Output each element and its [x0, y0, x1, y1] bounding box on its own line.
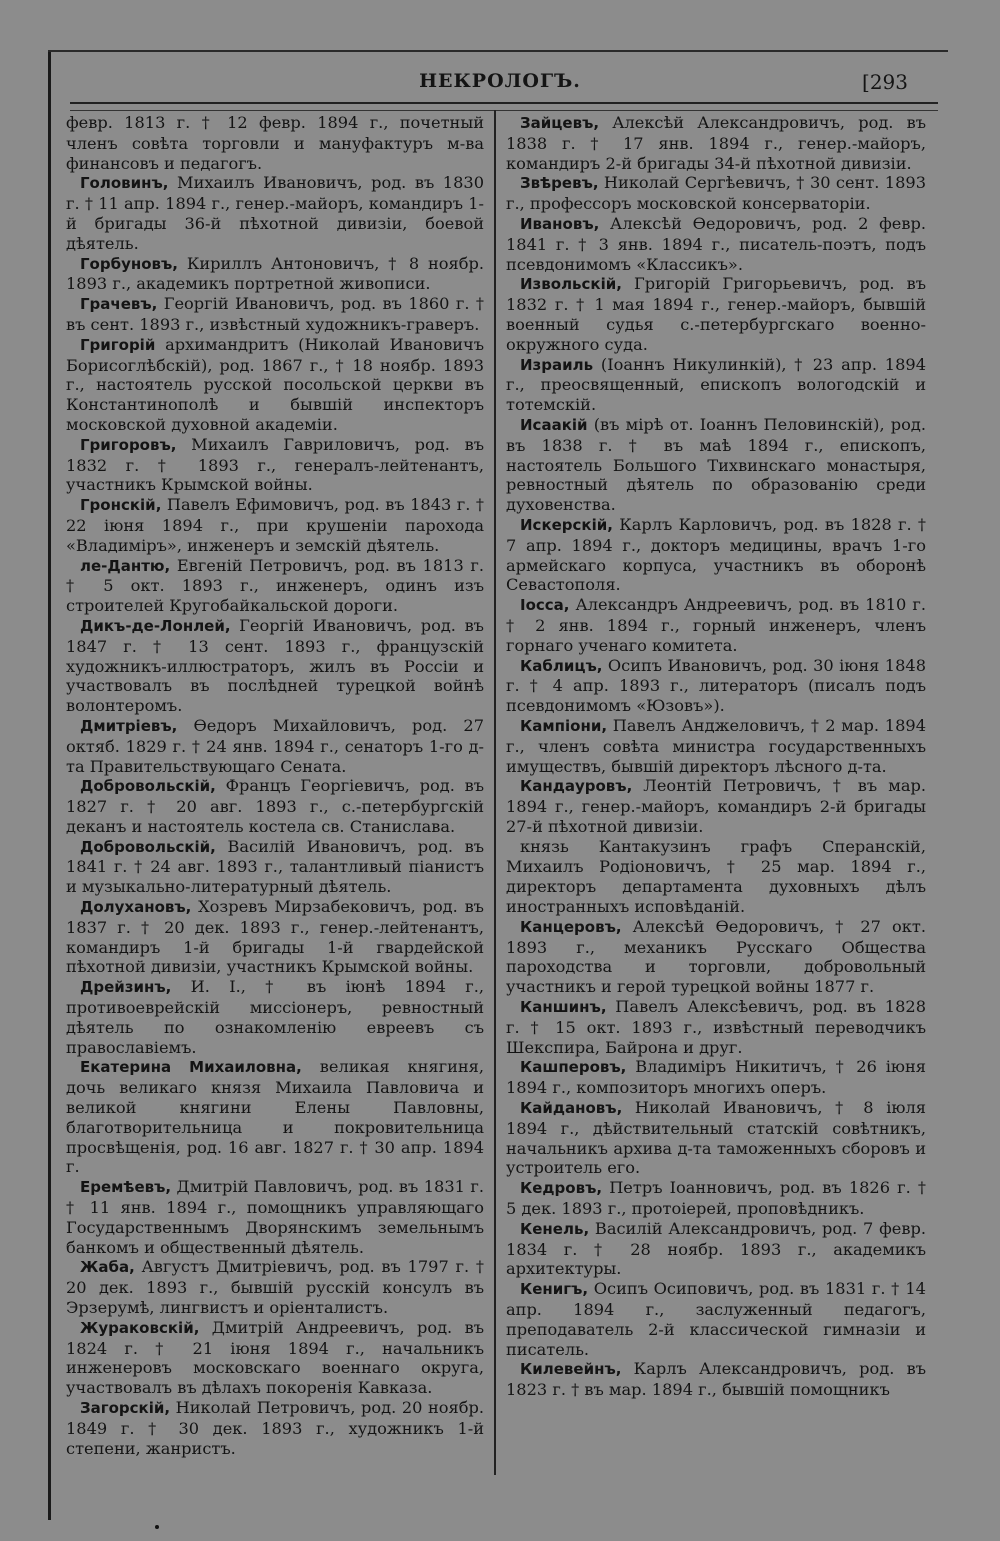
necrology-entry	[506, 355, 926, 415]
necrology-entry	[66, 616, 484, 716]
necrology-entry	[506, 173, 926, 214]
entry-name: Каншинъ,	[520, 998, 607, 1017]
necrology-entry	[66, 897, 484, 977]
entry-text: Михаилъ Ивановичъ, род. въ 1830 г. † 11 апр. 1894 г., генер.-майоръ, командиръ 1-й бригады 36-й пѣхотной дивизіи, боевой дѣятель.	[66, 173, 484, 253]
entry-name: Жураковскій,	[80, 1318, 200, 1337]
necrology-entry	[506, 1098, 926, 1178]
entry-text: Осипъ Осиповичъ, род. въ 1831 г. † 14 апр. 1894 г., заслуженный педагогъ, преподаватель 2-й классической гимназіи и писатель.	[506, 1279, 926, 1359]
entry-text: Алексѣй Өедоровичъ, † 27 окт. 1893 г., механикъ Русскаго Общества пароходства и торговли, добровольный участникъ и герой турецкой войны 1877 г.	[506, 916, 926, 997]
entry-text: Павелъ Анджеловичъ, † 2 мар. 1894 г., членъ совѣта министра государственныхъ имуществъ, бывшій директоръ лѣсного д-та.	[506, 715, 926, 776]
entry-text: (въ мірѣ от. Іоаннъ Пеловинскій), род. въ 1838 г. † въ маѣ 1894 г., епископъ, настоятель Большого Тихвинскаго монастыря, ревностный дѣятель по образованію среди духовенства.	[506, 414, 926, 515]
entry-text: великая княгиня, дочь великаго князя Михаила Павловича и великой княгини Елены Павловны, благотворительница и покровительница просвѣщенія, род. 16 авг. 1827 г. † 30 апр. 1894 г.	[66, 1057, 484, 1177]
entry-name: Іосса,	[520, 596, 570, 615]
entry-name: Екатерина Михаиловна,	[80, 1058, 302, 1077]
necrology-entry	[506, 415, 926, 515]
entry-text: И. I., † въ іюнѣ 1894 г., противоеврейскій миссіонеръ, ревностный дѣятель по ознакомленію евреевъ съ православіемъ.	[66, 977, 484, 1057]
entry-text: Александръ Андреевичъ, род. въ 1810 г. † 2 янв. 1894 г., горный инженеръ, членъ горнаго ученаго комитета.	[506, 595, 926, 655]
entry-text: Өедоръ Михайловичъ, род. 27 октяб. 1829 г. † 24 янв. 1894 г., сенаторъ 1-го д-та Правительствующаго Сената.	[66, 715, 484, 776]
entry-name: Исаакій	[520, 415, 588, 434]
entry-text: Карлъ Карловичъ, род. въ 1828 г. † 7 апр. 1894 г., докторъ медицины, врачъ 1-го армейскаго корпуса, участникъ въ оборонѣ Севастополя.	[506, 514, 926, 595]
entry-text: Леонтій Петровичъ, † въ мар. 1894 г., генер.-майоръ, командиръ 2-й бригады 27-й пѣхотной дивизіи.	[506, 776, 926, 836]
entry-text: Алексѣй Өедоровичъ, род. 2 февр. 1841 г. † 3 янв. 1894 г., писатель-поэтъ, подъ псевдонимомъ «Классикъ».	[506, 213, 926, 274]
entry-text: Георгій Ивановичъ, род. въ 1847 г. † 13 сент. 1893 г., французскій художникъ-иллюстраторъ, жилъ въ Россіи и участвовалъ въ послѣдней турецкой войнѣ волонтеромъ.	[66, 615, 484, 716]
entry-text: Францъ Георгіевичъ, род. въ 1827 г. † 20 авг. 1893 г., с.-петербургскій деканъ и настоятель костела св. Станислава.	[66, 776, 484, 836]
page-number: [293	[862, 70, 908, 94]
entry-text: Георгій Ивановичъ, род. въ 1860 г. † въ сент. 1893 г., извѣстный художникъ-граверъ.	[66, 294, 484, 334]
necrology-entry	[66, 294, 484, 335]
entry-name: Грачевъ,	[80, 295, 158, 314]
necrology-entry	[66, 837, 484, 897]
necrology-entry	[506, 1359, 926, 1400]
necrology-entry	[66, 173, 484, 253]
entry-text: Алексѣй Александровичъ, род. въ 1838 г. † 17 янв. 1894 г., генер.-майоръ, командиръ 2-й бригады 34-й пѣхотной дивизіи.	[506, 113, 926, 173]
necrology-entry	[66, 977, 484, 1057]
entry-name: Ивановъ,	[520, 214, 600, 233]
entry-text: Дмитрій Андреевичъ, род. въ 1824 г. † 21 іюня 1894 г., начальникъ инженеровъ московскаго военнаго округа, участвовалъ въ дѣлахъ покоренія Кавказа.	[66, 1317, 484, 1398]
necrology-entry	[66, 254, 484, 295]
entry-name: Дрейзинъ,	[80, 978, 172, 997]
entry-text: Дмитрій Павловичъ, род. въ 1831 г. † 11 янв. 1894 г., помощникъ управляющаго Государственнымъ Дворянскимъ земельнымъ банкомъ и общественный дѣятель.	[66, 1177, 484, 1257]
entry-text: Николай Ивановичъ, † 8 іюля 1894 г., дѣйствительный статскій совѣтникъ, начальникъ архива д-та таможенныхъ сборовъ и устроитель его.	[506, 1098, 926, 1178]
entry-name: Долухановъ,	[80, 898, 192, 917]
column-divider	[494, 110, 496, 1475]
necrology-entry	[506, 274, 926, 354]
necrology-entry	[506, 515, 926, 595]
entry-name: Кедровъ,	[520, 1179, 603, 1198]
necrology-entry	[66, 1177, 484, 1257]
entry-name: Извольскій,	[520, 275, 622, 294]
entry-text: Петръ Іоанновичъ, род. въ 1826 г. † 5 дек. 1893 г., протоіерей, проповѣдникъ.	[506, 1178, 926, 1219]
entry-text: Хозревъ Мирзабековичъ, род. въ 1837 г. † 20 дек. 1893 г., генер.-лейтенантъ, командиръ 1-й бригады 1-й гвардейской пѣхотной дивизіи, участникъ Крымской войны.	[66, 897, 484, 977]
entry-text: Михаилъ Гавриловичъ, род. въ 1832 г. † 1893 г., генералъ-лейтенантъ, участникъ Крымской войны.	[66, 434, 484, 495]
entry-name: ле-Дантю,	[80, 556, 171, 575]
entry-name: Добровольскій,	[80, 837, 216, 856]
header-rule	[70, 102, 938, 111]
right-column	[506, 113, 926, 1473]
entry-name: Зайцевъ,	[520, 114, 600, 132]
entry-name: Гронскій,	[80, 496, 162, 515]
necrology-entry	[506, 716, 926, 776]
entry-name: Кайдановъ,	[520, 1099, 623, 1118]
entry-text: Василій Александровичъ, род. 7 февр. 1834 г. † 28 ноябр. 1893 г., академикъ архитектуры.	[506, 1218, 926, 1279]
entry-name: Кампіони,	[520, 716, 608, 735]
left-column	[66, 113, 484, 1473]
entry-name: Головинъ,	[80, 174, 169, 193]
entry-text: архимандритъ (Николай Ивановичъ Борисоглѣбскій), род. 1867 г., † 18 ноябр. 1893 г., настоятель русской посольской церкви въ Константинополѣ и бывшій инспекторъ московской духовной академіи.	[66, 334, 484, 434]
entry-name: Искерскій,	[520, 515, 613, 534]
necrology-entry	[506, 1178, 926, 1219]
entry-text: Григорій Григорьевичъ, род. въ 1832 г. † 1 мая 1894 г., генер.-майоръ, бывшій военный судья с.-петербургскаго военно-окружного суда.	[506, 274, 926, 354]
entry-name: Дмитріевъ,	[80, 716, 178, 735]
entry-text: Августъ Дмитріевичъ, род. въ 1797 г. † 20 дек. 1893 г., бывшій русскій консулъ въ Эрзерумѣ, лингвистъ и оріенталистъ.	[66, 1257, 484, 1318]
entry-name: Григоровъ,	[80, 435, 177, 454]
entry-text: Павелъ Алексѣевичъ, род. въ 1828 г. † 15 окт. 1893 г., извѣстный переводчикъ Шекспира, Байрона и друг.	[506, 997, 926, 1057]
entry-name: Килевейнъ,	[520, 1360, 622, 1379]
necrology-entry	[66, 335, 484, 435]
entry-name: Израиль	[520, 355, 594, 374]
entry-text: Осипъ Ивановичъ, род. 30 іюня 1848 г. † 4 апр. 1893 г., литераторъ (писалъ подъ псевдонимомъ «Юзовъ»).	[506, 655, 926, 716]
necrology-entry	[506, 917, 926, 997]
necrology-entry	[66, 495, 484, 555]
entry-name: Кенигъ,	[520, 1280, 589, 1299]
entry-name: Кашперовъ,	[520, 1058, 627, 1077]
necrology-entry	[66, 1057, 484, 1177]
necrology-entry	[506, 837, 926, 917]
entry-text: Евгеній Петровичъ, род. въ 1813 г. † 5 окт. 1893 г., инженеръ, одинъ изъ строителей Кругобайкальской дороги.	[66, 555, 484, 616]
necrology-entry	[506, 214, 926, 274]
necrology-entry	[66, 716, 484, 776]
entry-name: Дикъ-де-Лонлей,	[80, 616, 231, 635]
entry-text: (Іоаннъ Никулинкій), † 23 апр. 1894 г., преосвященный, епископъ вологодскій и тотемскій.	[506, 354, 926, 415]
necrology-entry	[506, 1057, 926, 1098]
entry-text: Николай Петровичъ, род. 20 ноябр. 1849 г. † 30 дек. 1893 г., художникъ 1-й степени, жанристъ.	[66, 1398, 484, 1458]
entry-name: Еремѣевъ,	[80, 1178, 172, 1197]
entry-text: князь Кантакузинъ графъ Сперанскій, Михаилъ Родіоновичъ, † 25 мар. 1894 г., директоръ департамента духовныхъ дѣлъ иностранныхъ исповѣданій.	[506, 836, 926, 917]
necrology-entry	[66, 556, 484, 616]
page-title: НЕКРОЛОГЪ.	[419, 70, 581, 92]
necrology-entry	[506, 776, 926, 836]
entry-text: Кириллъ Антоновичъ, † 8 ноябр. 1893 г., академикъ портретной живописи.	[66, 253, 484, 294]
entry-text: февр. 1813 г. † 12 февр. 1894 г., почетный членъ совѣта торговли и мануфактуръ м-ва финансовъ и педагогъ.	[66, 113, 484, 173]
necrology-entry	[66, 435, 484, 495]
entry-text: Николай Сергѣевичъ, † 30 сент. 1893 г., профессоръ московской консерваторіи.	[506, 173, 926, 214]
entry-text: Владиміръ Никитичъ, † 26 іюня 1894 г., композиторъ многихъ оперъ.	[506, 1057, 926, 1098]
necrology-entry	[66, 1398, 484, 1458]
necrology-entry	[66, 776, 484, 836]
necrology-entry	[66, 1257, 484, 1317]
entry-name: Горбуновъ,	[80, 254, 178, 273]
page-left-rule	[48, 52, 51, 1520]
entry-text: Карлъ Александровичъ, род. въ 1823 г. † въ мар. 1894 г., бывшій помощникъ	[506, 1359, 926, 1400]
page-top-rule	[48, 50, 948, 52]
entry-name: Звѣревъ,	[520, 174, 599, 193]
necrology-entry	[66, 113, 484, 173]
entry-text: Василій Ивановичъ, род. въ 1841 г. † 24 авг. 1893 г., талантливый піанистъ и музыкально-литературный дѣятель.	[66, 836, 484, 897]
entry-name: Добровольскій,	[80, 777, 216, 796]
entry-name: Загорскій,	[80, 1399, 171, 1417]
entry-name: Каблицъ,	[520, 656, 603, 675]
ink-speck	[155, 1525, 159, 1529]
page-header	[62, 70, 938, 100]
entry-name: Канцеровъ,	[520, 917, 622, 936]
necrology-entry	[506, 1279, 926, 1359]
necrology-entry	[506, 595, 926, 655]
necrology-entry	[66, 1318, 484, 1398]
necrology-entry	[506, 113, 926, 173]
entry-name: Кенель,	[520, 1219, 590, 1238]
entry-name: Кандауровъ,	[520, 777, 633, 796]
entry-text: Павелъ Ефимовичъ, род. въ 1843 г. † 22 іюня 1894 г., при крушеніи парохода «Владиміръ», инженеръ и земскій дѣятель.	[66, 495, 484, 555]
entry-name: Жаба,	[80, 1258, 135, 1277]
entry-name: Григорій	[80, 335, 156, 354]
necrology-entry	[506, 1219, 926, 1279]
necrology-entry	[506, 997, 926, 1057]
necrology-entry	[506, 656, 926, 716]
